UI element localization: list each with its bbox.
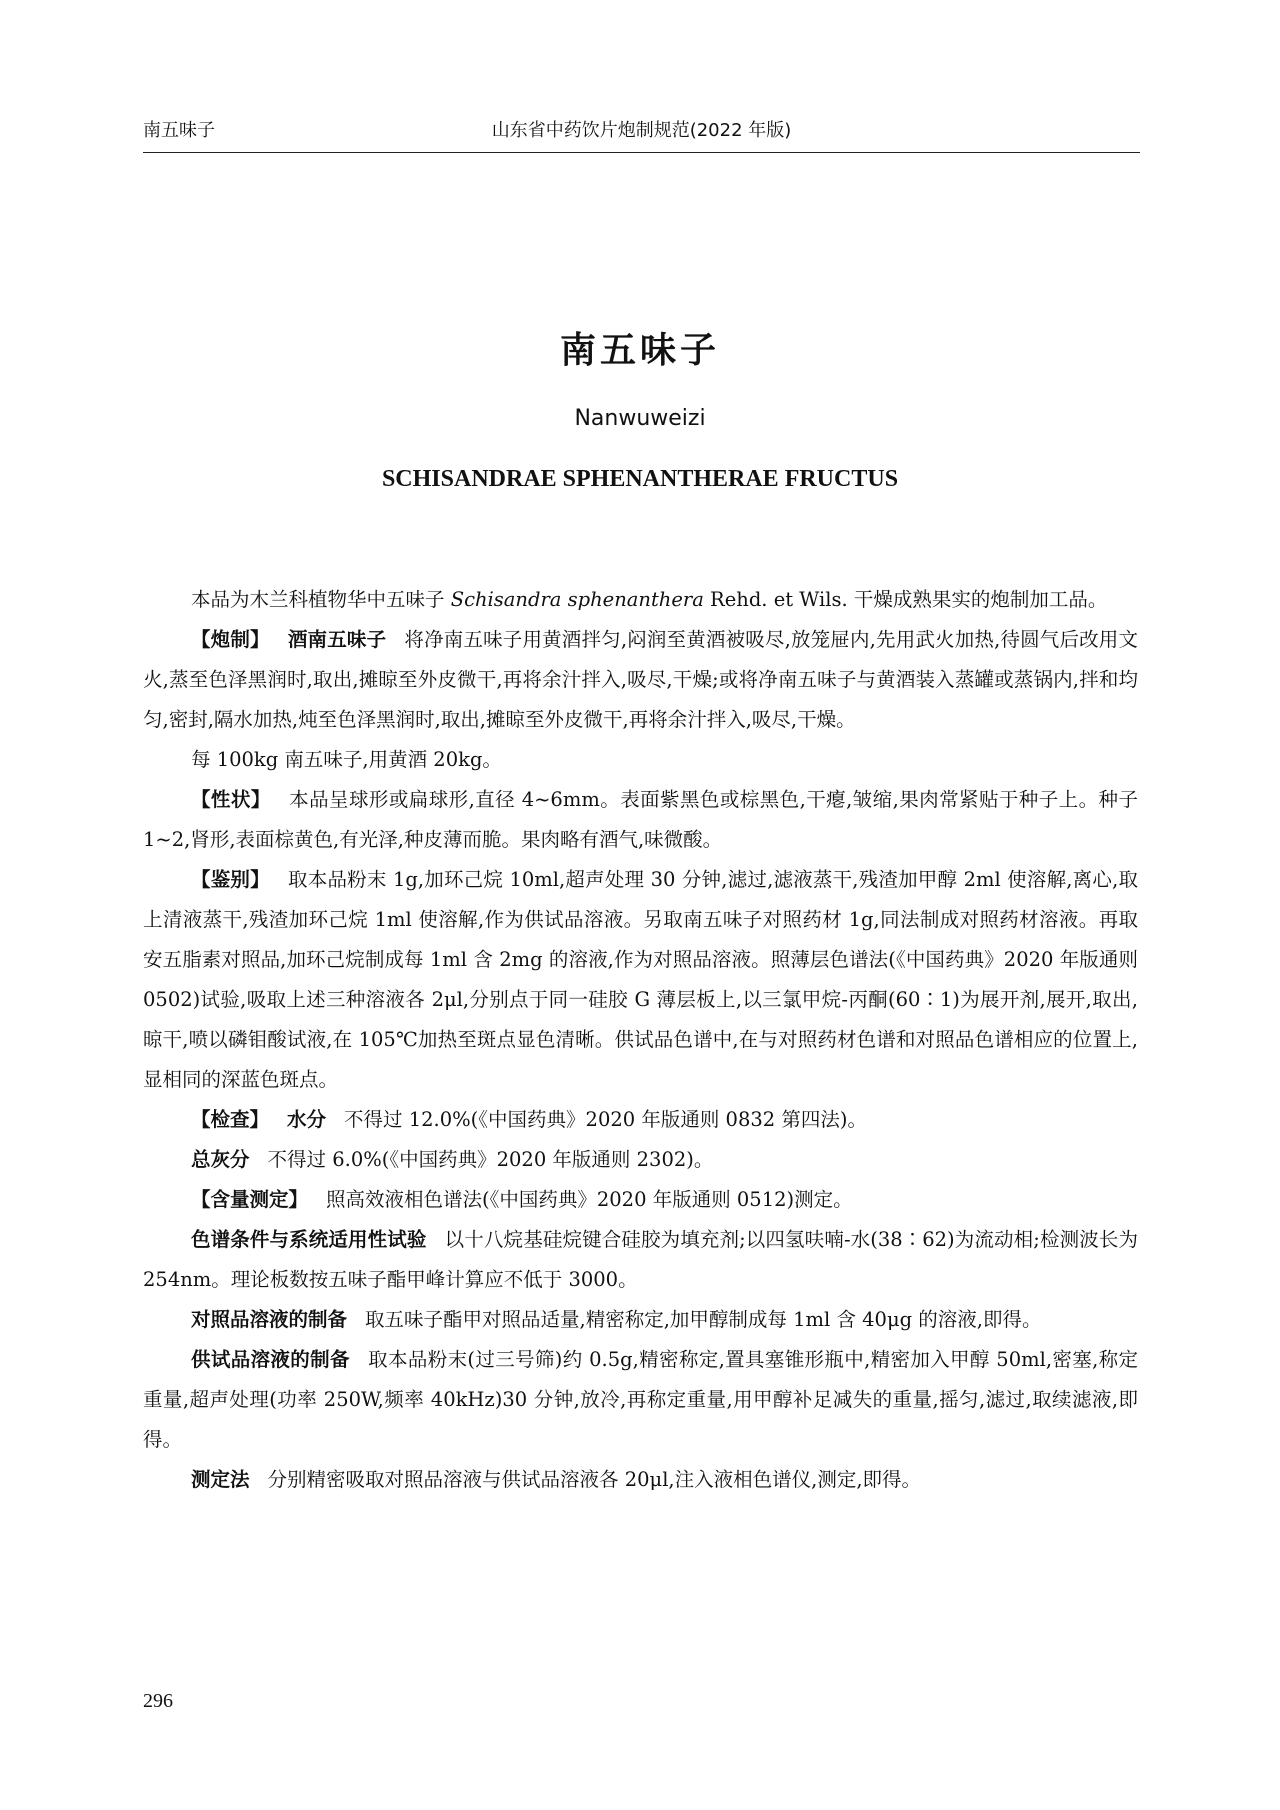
jiancha-water: 【检查】 水分 不得过 12.0%(《中国药典》2020 年版通则 0832 第四法)。	[191, 1108, 867, 1131]
page-number: 296	[143, 1690, 173, 1712]
chromatography-conditions: 色谱条件与系统适用性试验 以十八烷基硅烷键合硅胶为填充剂;以四氢呋喃-水(38∶62)为流动相;检测波长为 254nm。理论板数按五味子酯甲峰计算应不低于 3000。	[143, 1228, 1138, 1291]
species-name: Schisandra sphenanthera	[450, 588, 704, 611]
determination-method: 测定法 分别精密吸取对照品溶液与供试品溶液各 20μl,注入液相色谱仪,测定,即得。	[191, 1468, 922, 1491]
header-chapter: 南五味子	[143, 120, 215, 141]
page-title: 南五味子	[559, 330, 720, 371]
running-header	[143, 112, 1140, 153]
paozhi-ratio: 每 100kg 南五味子,用黄酒 20kg。	[191, 748, 502, 771]
header-book-title: 山东省中药饮片炮制规范(2022 年版)	[491, 120, 792, 141]
section-label-hanliang: 【含量测定】	[191, 1188, 309, 1211]
section-label-jianbie: 【鉴别】	[191, 868, 270, 891]
intro-paragraph: 本品为木兰科植物华中五味子 Schisandra sphenanthera Rehd. et Wils. 干燥成熟果实的炮制加工品。	[191, 588, 1108, 611]
hanliang-paragraph: 【含量测定】 照高效液相色谱法(《中国药典》2020 年版通则 0512)测定。	[191, 1188, 853, 1211]
section-label-xingzhuang: 【性状】	[191, 788, 271, 811]
latin-name: SCHISANDRAE SPHENANTHERAE FRUCTUS	[381, 466, 899, 492]
subsection-label-wine: 酒南五味子	[287, 628, 387, 651]
pinyin-name: Nanwuweizi	[574, 406, 706, 431]
jianbie-paragraph: 【鉴别】 取本品粉末 1g,加环己烷 10ml,超声处理 30 分钟,滤过,滤液蒸干,残渣加甲醇 2ml 使溶解,离心,取上清液蒸干,残渣加环己烷 1ml 使溶解,作为供试品溶液。另取南五味子对照药材 1g,同法制成对照药材溶液。再取安五脂素对照品,加环己烷制成每 1ml 含 2mg 的溶液,作为对照品溶液。照薄层色谱法(《中国药典》2020 年版通则 0502)试验,吸取上述三种溶液各 2μl,分别点于同一硅胶 G 薄层板上,以三氯甲烷-丙酮(60∶1)为展开剂,展开,取出,晾干,喷以磷钼酸试液,在 105℃加热至斑点显色清晰。供试品色谱中,在与对照药材色谱和对照品色谱相应的位置上,显相同的深蓝色斑点。	[143, 868, 1138, 1091]
jiancha-ash: 总灰分 不得过 6.0%(《中国药典》2020 年版通则 2302)。	[191, 1148, 714, 1171]
section-label-jiancha: 【检查】	[191, 1108, 270, 1131]
section-label-paozhi: 【炮制】	[191, 628, 270, 651]
monograph-body	[143, 580, 1138, 1500]
paozhi-paragraph: 【炮制】 酒南五味子 将净南五味子用黄酒拌匀,闷润至黄酒被吸尽,放笼屉内,先用武火加热,待圆气后改用文火,蒸至色泽黑润时,取出,摊晾至外皮微干,再将余汁拌入,吸尽,干燥;或将净南五味子与黄酒装入蒸罐或蒸锅内,拌和均匀,密封,隔水加热,炖至色泽黑润时,取出,摊晾至外皮微干,再将余汁拌入,吸尽,干燥。	[143, 628, 1138, 731]
sample-solution: 供试品溶液的制备 取本品粉末(过三号筛)约 0.5g,精密称定,置具塞锥形瓶中,精密加入甲醇 50ml,密塞,称定重量,超声处理(功率 250W,频率 40kHz)30 分钟,放冷,再称定重量,用甲醇补足减失的重量,摇匀,滤过,取续滤液,即得。	[143, 1348, 1138, 1451]
xingzhuang-paragraph: 【性状】 本品呈球形或扁球形,直径 4~6mm。表面紫黑色或棕黑色,干瘪,皱缩,果肉常紧贴于种子上。种子 1~2,肾形,表面棕黄色,有光泽,种皮薄而脆。果肉略有酒气,味微酸。	[143, 788, 1138, 851]
reference-solution: 对照品溶液的制备 取五味子酯甲对照品适量,精密称定,加甲醇制成每 1ml 含 40μg 的溶液,即得。	[191, 1308, 1042, 1331]
